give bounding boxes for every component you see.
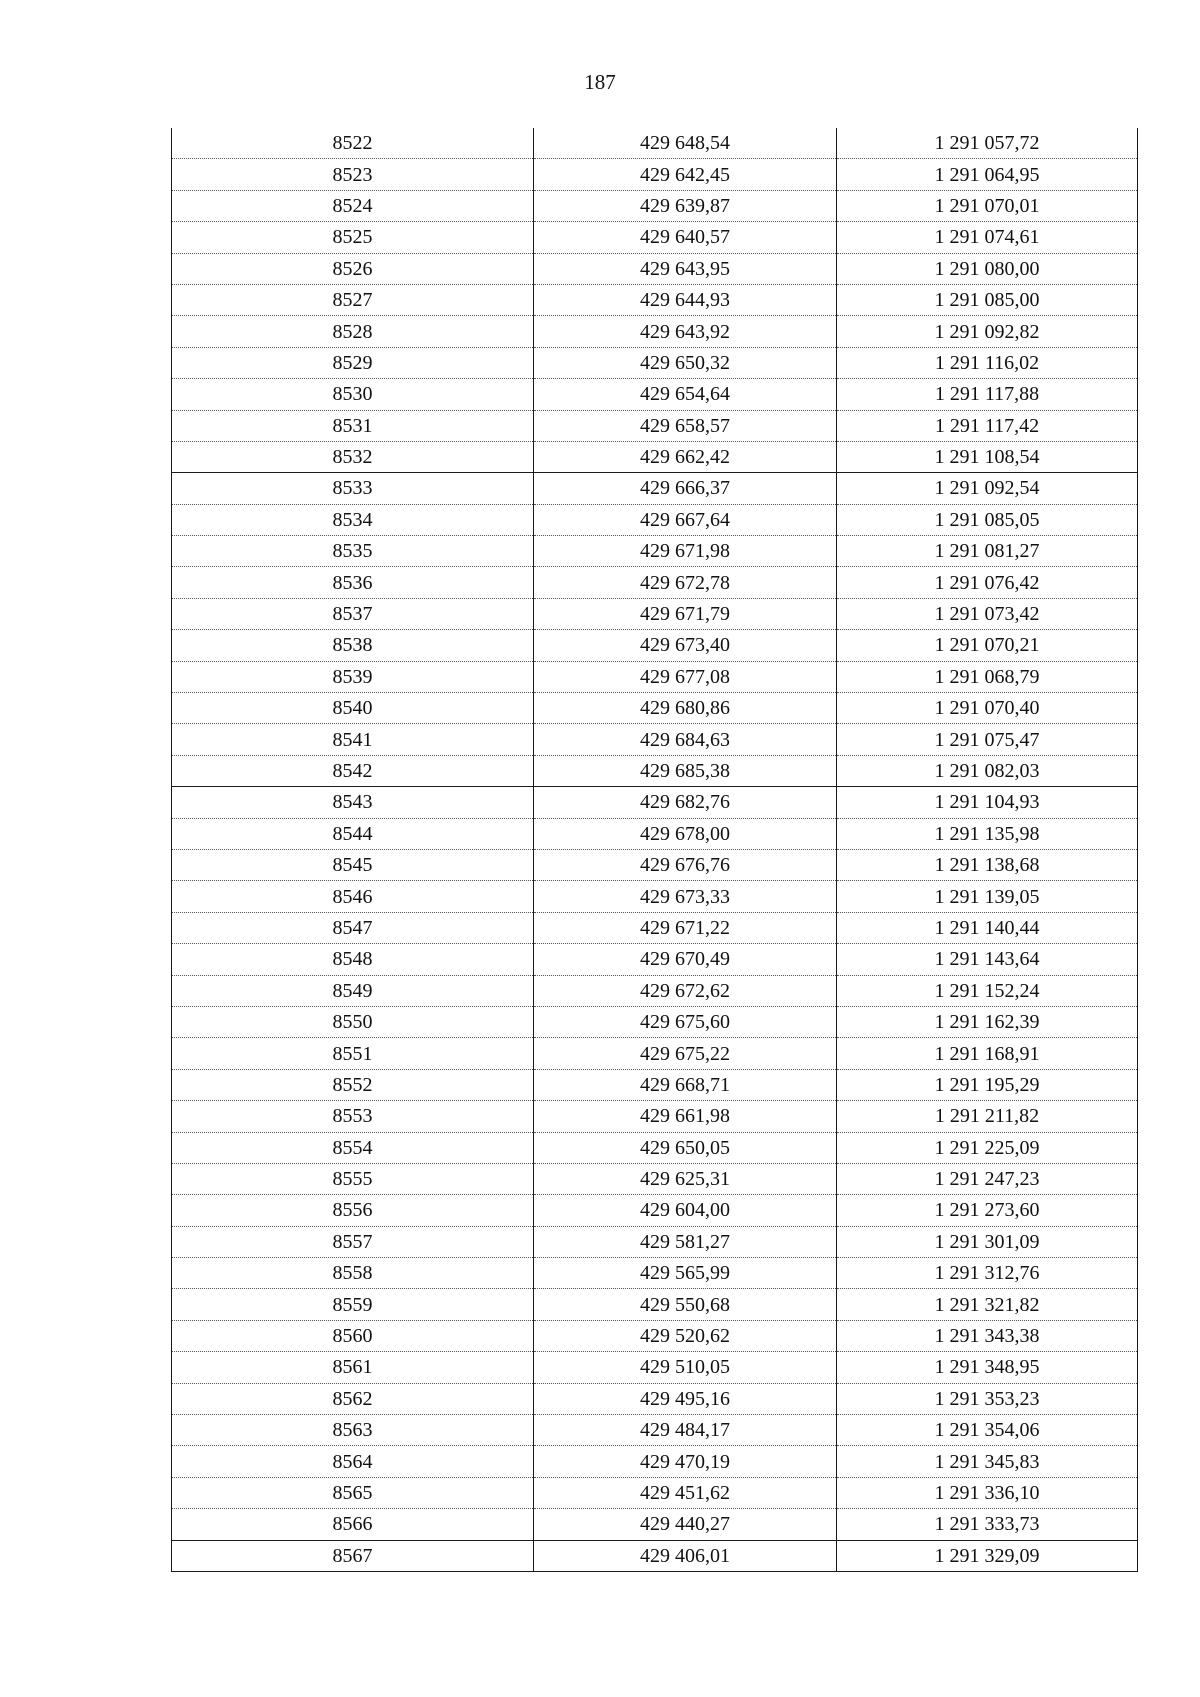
coordinate-x-cell: 429 685,38 (534, 755, 837, 786)
point-number-cell: 8558 (172, 1258, 534, 1289)
coordinate-x-cell: 429 668,71 (534, 1069, 837, 1100)
coordinate-y-cell: 1 291 116,02 (837, 347, 1138, 378)
coordinate-x-cell: 429 678,00 (534, 818, 837, 849)
coordinate-x-cell: 429 658,57 (534, 410, 837, 441)
coordinate-x-cell: 429 654,64 (534, 379, 837, 410)
table-row (172, 1320, 1138, 1351)
coordinate-y-cell: 1 291 247,23 (837, 1163, 1138, 1194)
point-number-cell: 8565 (172, 1477, 534, 1508)
point-number-cell: 8533 (172, 473, 534, 504)
point-number-cell: 8562 (172, 1383, 534, 1414)
coordinate-x-cell: 429 675,22 (534, 1038, 837, 1069)
coordinate-y-cell: 1 291 073,42 (837, 598, 1138, 629)
table-row (172, 630, 1138, 661)
coordinate-y-cell: 1 291 162,39 (837, 1006, 1138, 1037)
coordinate-y-cell: 1 291 081,27 (837, 536, 1138, 567)
table-row (172, 347, 1138, 378)
point-number-cell: 8537 (172, 598, 534, 629)
coordinate-x-cell: 429 484,17 (534, 1415, 837, 1446)
point-number-cell: 8543 (172, 787, 534, 818)
table-row (172, 379, 1138, 410)
table-row (172, 818, 1138, 849)
coordinate-y-cell: 1 291 117,88 (837, 379, 1138, 410)
coordinate-y-cell: 1 291 273,60 (837, 1195, 1138, 1226)
point-number-cell: 8525 (172, 222, 534, 253)
coordinate-y-cell: 1 291 333,73 (837, 1509, 1138, 1540)
coordinate-x-cell: 429 406,01 (534, 1540, 837, 1571)
point-number-cell: 8524 (172, 190, 534, 221)
coordinate-y-cell: 1 291 329,09 (837, 1540, 1138, 1571)
point-number-cell: 8528 (172, 316, 534, 347)
point-number-cell: 8530 (172, 379, 534, 410)
coordinate-y-cell: 1 291 104,93 (837, 787, 1138, 818)
coordinate-y-cell: 1 291 140,44 (837, 912, 1138, 943)
coordinate-x-cell: 429 677,08 (534, 661, 837, 692)
coordinate-y-cell: 1 291 354,06 (837, 1415, 1138, 1446)
coordinate-y-cell: 1 291 117,42 (837, 410, 1138, 441)
coordinate-y-cell: 1 291 143,64 (837, 944, 1138, 975)
coordinate-y-cell: 1 291 057,72 (837, 128, 1138, 159)
coordinate-y-cell: 1 291 138,68 (837, 849, 1138, 880)
coordinate-y-cell: 1 291 135,98 (837, 818, 1138, 849)
coordinate-x-cell: 429 673,33 (534, 881, 837, 912)
coordinate-y-cell: 1 291 085,05 (837, 504, 1138, 535)
table-row (172, 661, 1138, 692)
coordinate-x-cell: 429 676,76 (534, 849, 837, 880)
coordinate-y-cell: 1 291 085,00 (837, 284, 1138, 315)
coordinate-x-cell: 429 680,86 (534, 693, 837, 724)
coordinate-x-cell: 429 673,40 (534, 630, 837, 661)
coordinate-y-cell: 1 291 076,42 (837, 567, 1138, 598)
table-row (172, 1509, 1138, 1540)
table-row (172, 1226, 1138, 1257)
table-row (172, 284, 1138, 315)
coordinate-x-cell: 429 495,16 (534, 1383, 837, 1414)
point-number-cell: 8529 (172, 347, 534, 378)
coordinate-x-cell: 429 640,57 (534, 222, 837, 253)
coordinate-y-cell: 1 291 343,38 (837, 1320, 1138, 1351)
table-row (172, 1069, 1138, 1100)
point-number-cell: 8564 (172, 1446, 534, 1477)
point-number-cell: 8559 (172, 1289, 534, 1320)
table-row (172, 1038, 1138, 1069)
coordinate-x-cell: 429 520,62 (534, 1320, 837, 1351)
point-number-cell: 8553 (172, 1101, 534, 1132)
coordinate-x-cell: 429 672,62 (534, 975, 837, 1006)
point-number-cell: 8552 (172, 1069, 534, 1100)
coordinate-x-cell: 429 675,60 (534, 1006, 837, 1037)
table-row (172, 504, 1138, 535)
coordinate-x-cell: 429 581,27 (534, 1226, 837, 1257)
coordinate-y-cell: 1 291 139,05 (837, 881, 1138, 912)
table-row (172, 755, 1138, 786)
point-number-cell: 8535 (172, 536, 534, 567)
coordinate-y-cell: 1 291 068,79 (837, 661, 1138, 692)
point-number-cell: 8557 (172, 1226, 534, 1257)
coordinate-y-cell: 1 291 301,09 (837, 1226, 1138, 1257)
coordinate-x-cell: 429 604,00 (534, 1195, 837, 1226)
coordinate-x-cell: 429 648,54 (534, 128, 837, 159)
table-row (172, 1446, 1138, 1477)
coordinate-y-cell: 1 291 353,23 (837, 1383, 1138, 1414)
table-row (172, 1132, 1138, 1163)
table-row (172, 128, 1138, 159)
point-number-cell: 8531 (172, 410, 534, 441)
coordinate-x-cell: 429 565,99 (534, 1258, 837, 1289)
table-row (172, 724, 1138, 755)
coordinate-y-cell: 1 291 225,09 (837, 1132, 1138, 1163)
table-row (172, 567, 1138, 598)
point-number-cell: 8554 (172, 1132, 534, 1163)
point-number-cell: 8546 (172, 881, 534, 912)
coordinate-y-cell: 1 291 336,10 (837, 1477, 1138, 1508)
table-row (172, 975, 1138, 1006)
coordinate-y-cell: 1 291 348,95 (837, 1352, 1138, 1383)
coordinate-y-cell: 1 291 152,24 (837, 975, 1138, 1006)
coordinate-x-cell: 429 470,19 (534, 1446, 837, 1477)
table-row (172, 1415, 1138, 1446)
coordinate-y-cell: 1 291 092,54 (837, 473, 1138, 504)
point-number-cell: 8532 (172, 441, 534, 472)
table-row (172, 536, 1138, 567)
point-number-cell: 8549 (172, 975, 534, 1006)
point-number-cell: 8550 (172, 1006, 534, 1037)
coordinate-y-cell: 1 291 080,00 (837, 253, 1138, 284)
coordinates-table-body (172, 128, 1138, 1571)
table-row (172, 1006, 1138, 1037)
coordinate-y-cell: 1 291 075,47 (837, 724, 1138, 755)
coordinate-x-cell: 429 661,98 (534, 1101, 837, 1132)
coordinate-x-cell: 429 671,98 (534, 536, 837, 567)
coordinate-y-cell: 1 291 070,01 (837, 190, 1138, 221)
coordinate-x-cell: 429 672,78 (534, 567, 837, 598)
point-number-cell: 8523 (172, 159, 534, 190)
table-row (172, 849, 1138, 880)
coordinate-y-cell: 1 291 082,03 (837, 755, 1138, 786)
table-row (172, 1352, 1138, 1383)
table-row (172, 441, 1138, 472)
coordinate-x-cell: 429 682,76 (534, 787, 837, 818)
coordinate-x-cell: 429 643,95 (534, 253, 837, 284)
coordinate-y-cell: 1 291 070,21 (837, 630, 1138, 661)
coordinate-y-cell: 1 291 211,82 (837, 1101, 1138, 1132)
point-number-cell: 8544 (172, 818, 534, 849)
coordinate-x-cell: 429 666,37 (534, 473, 837, 504)
coordinate-x-cell: 429 639,87 (534, 190, 837, 221)
coordinate-x-cell: 429 625,31 (534, 1163, 837, 1194)
table-row (172, 253, 1138, 284)
table-row (172, 159, 1138, 190)
table-row (172, 1289, 1138, 1320)
coordinate-x-cell: 429 671,22 (534, 912, 837, 943)
point-number-cell: 8541 (172, 724, 534, 755)
coordinate-y-cell: 1 291 064,95 (837, 159, 1138, 190)
table-row (172, 1540, 1138, 1571)
coordinate-x-cell: 429 650,32 (534, 347, 837, 378)
point-number-cell: 8545 (172, 849, 534, 880)
coordinate-y-cell: 1 291 345,83 (837, 1446, 1138, 1477)
point-number-cell: 8547 (172, 912, 534, 943)
table-row (172, 1163, 1138, 1194)
point-number-cell: 8566 (172, 1509, 534, 1540)
point-number-cell: 8534 (172, 504, 534, 535)
point-number-cell: 8555 (172, 1163, 534, 1194)
coordinate-x-cell: 429 550,68 (534, 1289, 837, 1320)
table-row (172, 190, 1138, 221)
table-row (172, 1101, 1138, 1132)
coordinate-x-cell: 429 670,49 (534, 944, 837, 975)
point-number-cell: 8567 (172, 1540, 534, 1571)
coordinate-y-cell: 1 291 195,29 (837, 1069, 1138, 1100)
coordinate-y-cell: 1 291 168,91 (837, 1038, 1138, 1069)
table-row (172, 1383, 1138, 1414)
point-number-cell: 8540 (172, 693, 534, 724)
point-number-cell: 8561 (172, 1352, 534, 1383)
point-number-cell: 8563 (172, 1415, 534, 1446)
coordinate-x-cell: 429 684,63 (534, 724, 837, 755)
table-row (172, 912, 1138, 943)
coordinate-x-cell: 429 667,64 (534, 504, 837, 535)
point-number-cell: 8522 (172, 128, 534, 159)
coordinate-y-cell: 1 291 092,82 (837, 316, 1138, 347)
coordinate-y-cell: 1 291 074,61 (837, 222, 1138, 253)
table-row (172, 598, 1138, 629)
coordinate-x-cell: 429 650,05 (534, 1132, 837, 1163)
table-row (172, 693, 1138, 724)
table-row (172, 881, 1138, 912)
table-row (172, 944, 1138, 975)
coordinate-x-cell: 429 451,62 (534, 1477, 837, 1508)
coordinate-x-cell: 429 643,92 (534, 316, 837, 347)
point-number-cell: 8527 (172, 284, 534, 315)
table-row (172, 1195, 1138, 1226)
point-number-cell: 8560 (172, 1320, 534, 1351)
coordinate-x-cell: 429 644,93 (534, 284, 837, 315)
coordinate-y-cell: 1 291 312,76 (837, 1258, 1138, 1289)
point-number-cell: 8556 (172, 1195, 534, 1226)
table-row (172, 1477, 1138, 1508)
table-row (172, 316, 1138, 347)
table-row (172, 473, 1138, 504)
coordinate-y-cell: 1 291 321,82 (837, 1289, 1138, 1320)
coordinate-y-cell: 1 291 108,54 (837, 441, 1138, 472)
coordinate-x-cell: 429 510,05 (534, 1352, 837, 1383)
point-number-cell: 8551 (172, 1038, 534, 1069)
coordinate-x-cell: 429 440,27 (534, 1509, 837, 1540)
coordinate-x-cell: 429 662,42 (534, 441, 837, 472)
point-number-cell: 8548 (172, 944, 534, 975)
table-row (172, 222, 1138, 253)
coordinate-y-cell: 1 291 070,40 (837, 693, 1138, 724)
point-number-cell: 8536 (172, 567, 534, 598)
coordinates-table (171, 128, 1138, 1572)
coordinate-x-cell: 429 671,79 (534, 598, 837, 629)
table-row (172, 787, 1138, 818)
coordinate-x-cell: 429 642,45 (534, 159, 837, 190)
point-number-cell: 8542 (172, 755, 534, 786)
point-number-cell: 8539 (172, 661, 534, 692)
point-number-cell: 8538 (172, 630, 534, 661)
table-row (172, 410, 1138, 441)
table-row (172, 1258, 1138, 1289)
point-number-cell: 8526 (172, 253, 534, 284)
page-number: 187 (584, 70, 616, 94)
